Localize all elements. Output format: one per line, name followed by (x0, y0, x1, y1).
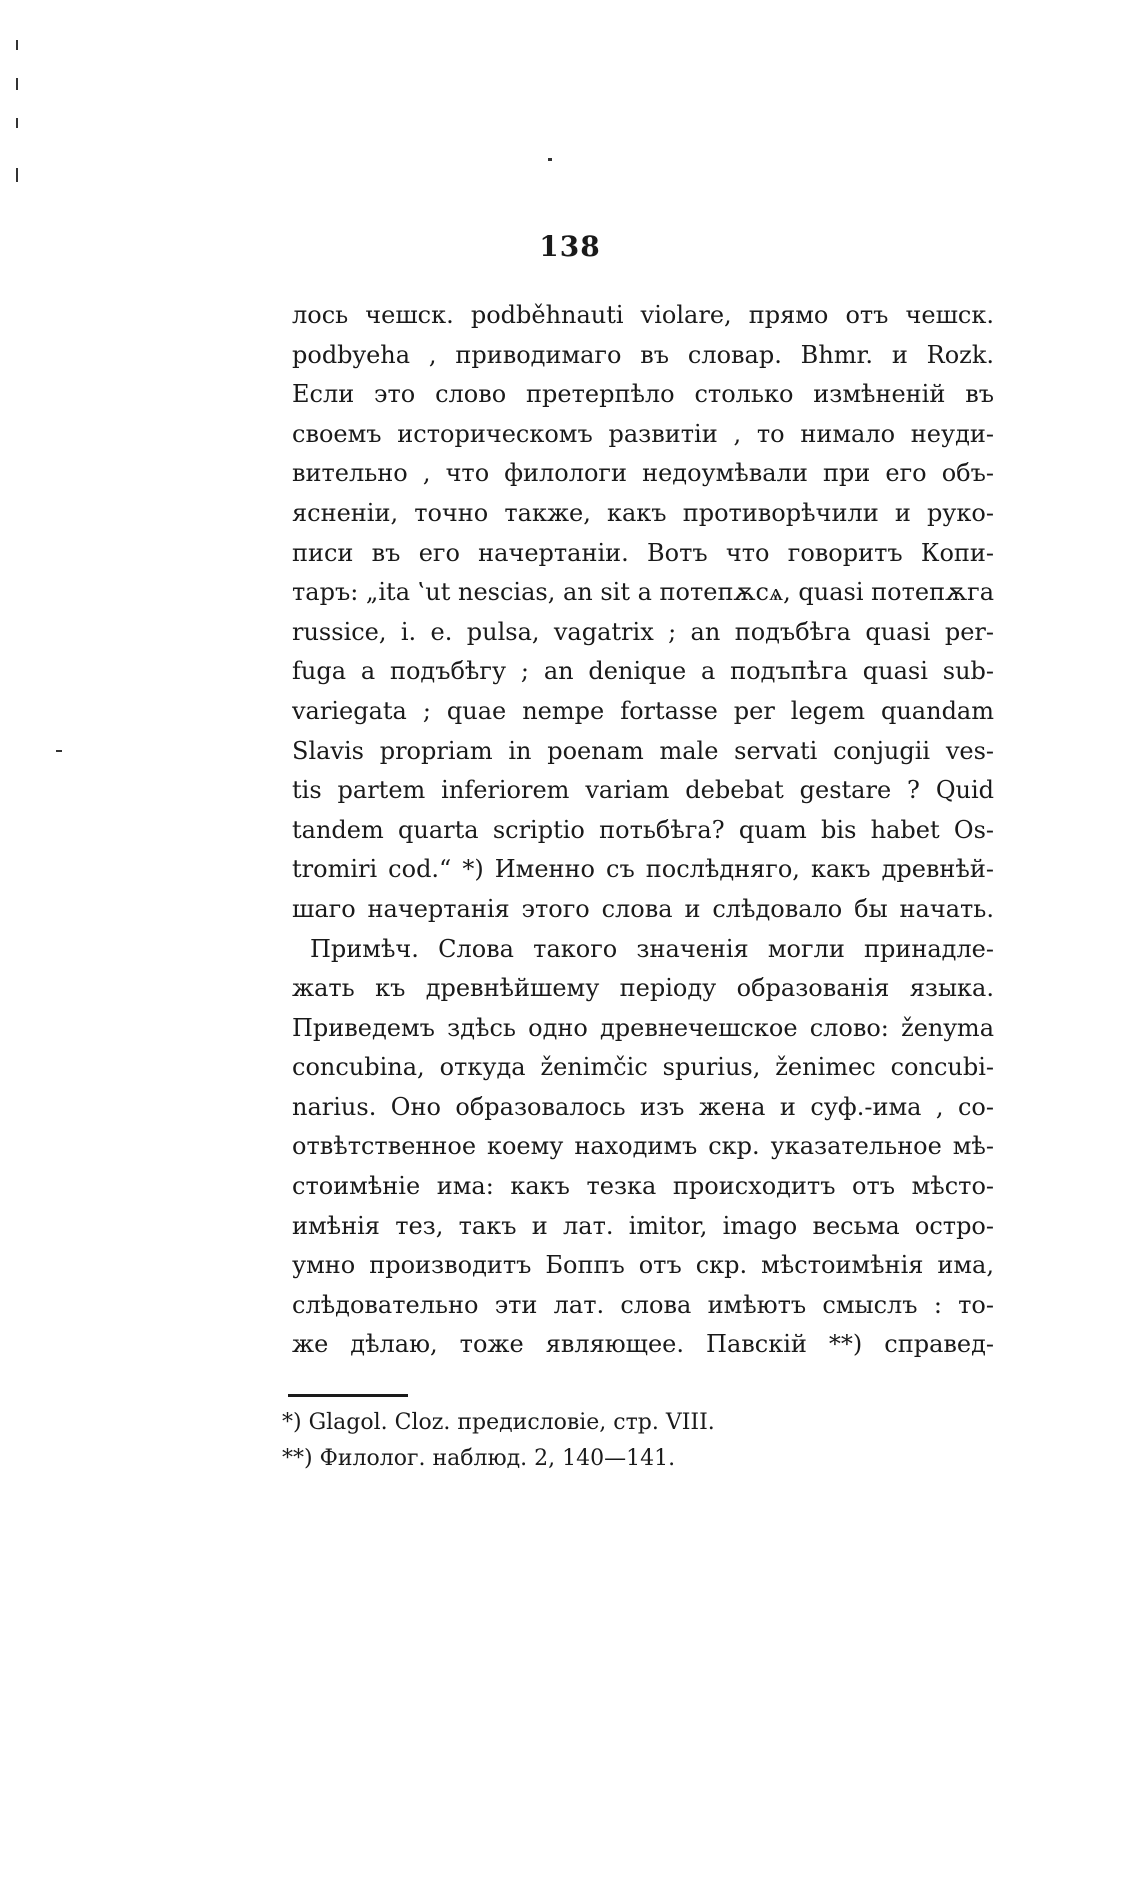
speck (16, 78, 18, 90)
text-line: лось чешск. podběhnauti violare, прямо отъ чешск. (292, 301, 994, 329)
speck (16, 168, 18, 182)
text-line: шаго начертанія этого слова и слѣдовало бы начать. (292, 894, 994, 923)
text-line: ясненіи, точно также, какъ противорѣчили и руко- (292, 498, 994, 527)
text-line: слѣдовательно эти лат. слова имѣютъ смыслъ : то- (292, 1290, 994, 1319)
text-line: concubina, откуда ženimčic spurius, ženimec concubi- (292, 1053, 994, 1082)
text-line: tis partem inferiorem variam debebat gestare ? Quid (292, 776, 994, 805)
text-line: tandem quarta scriptio потьбѣга? quam bis habet Os- (292, 815, 994, 844)
footnote: **) Филолог. наблюд. 2, 140—141. (282, 1446, 676, 1471)
text-line: tromiri cod.“ *) Именно съ послѣдняго, какъ древнѣй- (292, 855, 994, 884)
footnote-separator (288, 1394, 408, 1397)
speck (548, 158, 552, 161)
text-line: Slavis propriam in poenam male servati conjugii ves- (292, 736, 994, 765)
text-line: стоимѣніе има: какъ тезка происходитъ отъ мѣсто- (292, 1172, 994, 1201)
page-number: 138 (539, 230, 601, 263)
footnote: *) Glagol. Cloz. предисловіе, стр. VIII. (282, 1410, 715, 1435)
text-line: Приведемъ здѣсь одно древнечешское слово: ženyma (292, 1013, 994, 1042)
body-text (292, 296, 994, 1365)
text-line: писи въ его начертаніи. Вотъ что говоритъ Копи- (292, 538, 994, 567)
speck (56, 750, 62, 752)
text-line: Примѣч. Слова такого значенія могли принадле- (310, 934, 994, 963)
text-line: variegata ; quae nempe fortasse per legem quandam (292, 696, 994, 725)
speck (16, 40, 18, 50)
text-line: же дѣлаю, тоже являющее. Павскій **) справед- (292, 1330, 994, 1359)
footnotes (282, 1405, 882, 1477)
text-line: narius. Оно образовалось изъ жена и суф.-има , со- (292, 1092, 994, 1121)
text-line: своемъ историческомъ развитіи , то нимало неуди- (292, 419, 994, 448)
text-line: podbyeha , приводимаго въ словар. Bhmr. и Rozk. (292, 340, 994, 369)
text-line: отвѣтственное коему находимъ скр. указательное мѣ- (292, 1132, 994, 1161)
text-line: вительно , что филологи недоумѣвали при его объ- (292, 459, 994, 488)
text-line: жать къ древнѣйшему періоду образованія языка. (292, 974, 994, 1003)
text-line: умно производитъ Боппъ отъ скр. мѣстоимѣнія има, (292, 1251, 994, 1280)
speck (16, 118, 18, 128)
text-line: fuga a подъбѣгу ; an denique a подъпѣга quasi sub- (292, 657, 994, 686)
text-line: таръ: „ita ‛ut nescias, an sit a потепѫсѧ, quasi потепѫга (292, 578, 994, 607)
text-line: имѣнія тез, такъ и лат. imitor, imago весьма остро- (292, 1211, 994, 1240)
text-line: Если это слово претерпѣло столько измѣненій въ (292, 380, 994, 409)
text-line: russice, i. e. pulsa, vagatrix ; an подъбѣга quasi per- (292, 617, 994, 646)
